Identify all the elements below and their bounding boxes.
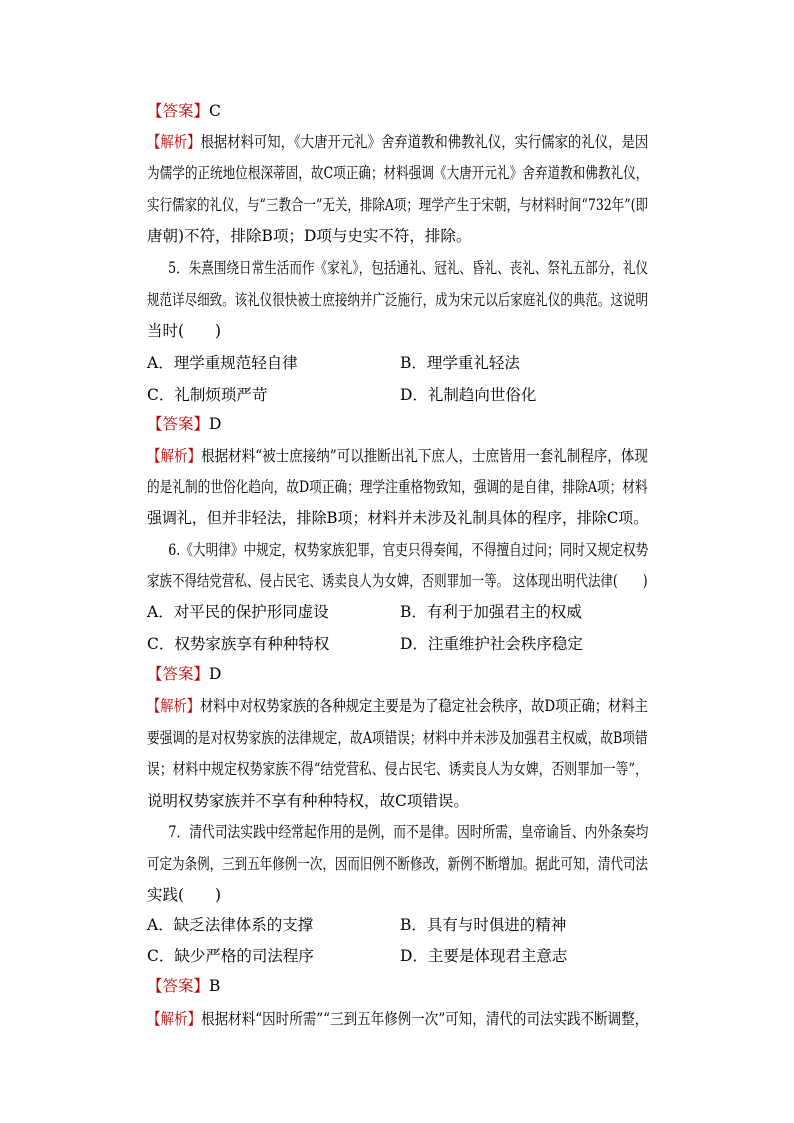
answer-line [147, 100, 221, 122]
option-b: B．具有与时俱进的精神 [400, 916, 567, 934]
analysis-line [147, 131, 648, 153]
analysis-text: 的是礼制的世俗化趋向，故D项正确；理学注重格物致知，强调的是自律，排除A项；材料 [147, 478, 648, 496]
answer-value: D [209, 665, 222, 683]
analysis-text: 为儒学的正统地位根深蒂固，故C项正确；材料强调《大唐开元礼》舍弃道教和佛教礼仪， [147, 164, 649, 182]
question-stem: 实践( ) [147, 886, 222, 904]
answer-line [147, 413, 221, 435]
answer-value: D [209, 415, 222, 433]
option-d: D．礼制趋向世俗化 [400, 386, 537, 404]
analysis-text: 根据材料可知，《大唐开元礼》舍弃道教和佛教礼仪，实行儒家的礼仪，是因 [200, 133, 649, 151]
option-a: A．缺乏法律体系的支撑 [147, 916, 314, 934]
question-stem: 规范详尽细致。该礼仪很快被士庶接纳并广泛施行，成为宋元以后家庭礼仪的典范。这说明 [147, 291, 649, 309]
option-a: A．对平民的保护形同虚设 [147, 603, 329, 621]
analysis-tag: 【解析】 [147, 133, 201, 151]
option-c: C．缺少严格的司法程序 [147, 947, 314, 965]
analysis-text: 实行儒家的礼仪，与“三教合一”无关，排除A项；理学产生于宋朝，与材料时间“732年”(即 [147, 196, 649, 214]
answer-tag: 【答案】 [147, 102, 210, 120]
analysis-tag: 【解析】 [147, 447, 202, 465]
option-b: B．理学重礼轻法 [400, 354, 520, 372]
answer-tag: 【答案】 [147, 977, 210, 995]
analysis-text: 要强调的是对权势家族的法律规定，故A项错误；材料中并未涉及加强君主权威，故B项错 [147, 729, 648, 747]
analysis-text: 说明权势家族并不享有种种特权，故C项错误。 [147, 792, 469, 810]
answer-tag: 【答案】 [147, 415, 210, 433]
answer-value: B [209, 977, 221, 995]
question-stem: 当时( ) [147, 322, 222, 340]
question-stem: 5．朱熹围绕日常生活而作《家礼》，包括通礼、冠礼、昏礼、丧礼、祭礼五部分，礼仪 [168, 259, 649, 277]
option-d: D．主要是体现君主意志 [400, 947, 568, 965]
analysis-text: 根据材料“被士庶接纳”可以推断出礼下庶人，士庶皆用一套礼制程序，体现 [201, 447, 648, 465]
analysis-text: 唐朝)不符，排除B项；D项与史实不符，排除。 [147, 227, 472, 245]
answer-value: C [209, 102, 221, 120]
option-d: D．注重维护社会秩序稳定 [400, 635, 583, 653]
analysis-line [147, 695, 648, 717]
answer-line [147, 975, 220, 997]
analysis-text: 误；材料中规定权势家族不得“结党营私、侵占民宅、诱卖良人为女婢，否则罪加一等”， [147, 760, 648, 778]
analysis-text: 根据材料“因时所需”“三到五年修例一次”可知，清代的司法实践不断调整， [201, 1010, 649, 1028]
question-stem: 可定为条例，三到五年修例一次，因而旧例不断修改，新例不断增加。据此可知，清代司法 [147, 855, 649, 873]
analysis-text: 材料中对权势家族的各种规定主要是为了稳定社会秩序，故D项正确；材料主 [200, 697, 648, 715]
option-c: C．权势家族享有种种特权 [147, 635, 330, 653]
question-stem: 7．清代司法实践中经常起作用的是例，而不是律。因时所需，皇帝谕旨、内外条奏均 [168, 823, 649, 841]
question-stem: 6.《大明律》中规定，权势家族犯罪，官吏只得奏闻，不得擅自过问；同时又规定权势 [168, 541, 649, 559]
analysis-text: 强调礼，但并非轻法，排除B项；材料并未涉及礼制具体的程序，排除C项。 [147, 509, 649, 527]
option-a: A．理学重规范轻自律 [147, 354, 298, 372]
option-c: C．礼制烦琐严苛 [147, 386, 268, 404]
analysis-tag: 【解析】 [147, 1010, 202, 1028]
answer-tag: 【答案】 [147, 665, 210, 683]
question-stem: 家族不得结党营私、侵占民宅、诱卖良人为女婢，否则罪加一等。 这体现出明代法律( ) [147, 572, 648, 590]
analysis-line [147, 445, 648, 467]
analysis-tag: 【解析】 [147, 697, 201, 715]
option-b: B．有利于加强君主的权威 [400, 603, 582, 621]
answer-line [147, 663, 221, 685]
analysis-line [147, 1008, 648, 1030]
